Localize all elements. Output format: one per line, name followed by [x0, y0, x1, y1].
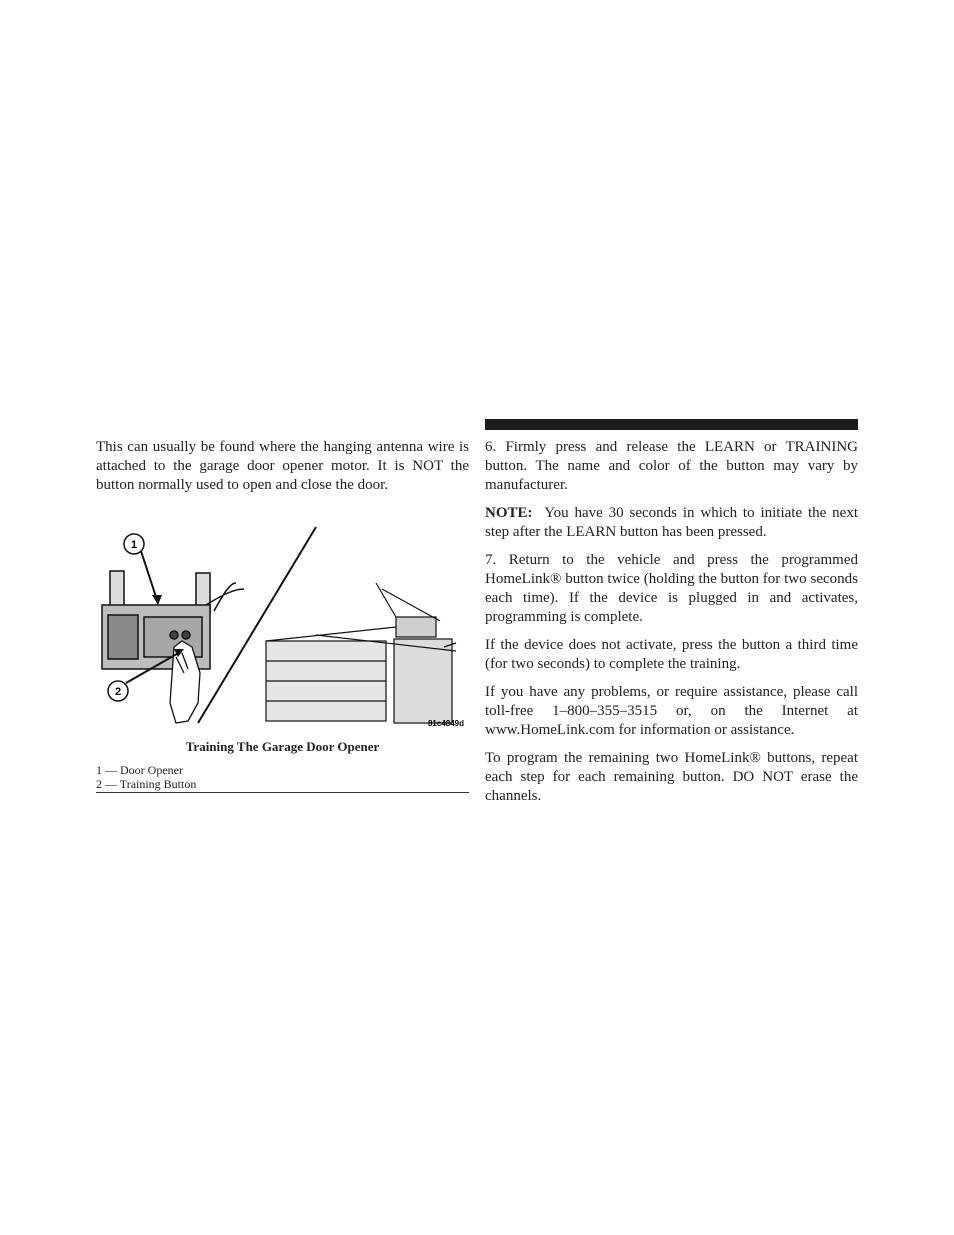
garage-interior-drawing	[266, 583, 456, 723]
callout-1-arrowhead	[152, 595, 162, 605]
figure-legend	[96, 763, 469, 793]
figure-caption: Training The Garage Door Opener	[185, 739, 380, 754]
assistance-paragraph: If you have any problems, or require assistance, please call toll-free 1–800–355–3515 or, on the Internet at www.HomeLink.com for information or assistance.	[485, 684, 858, 738]
image-code-label: 81c4849d	[427, 719, 464, 728]
intro-paragraph: This can usually be found where the hanging antenna wire is attached to the garage door opener motor. It is NOT the button normally used to open and close the door.	[96, 439, 469, 493]
note-text: You have 30 seconds in which to initiate the next step after the LEARN button has been pressed.	[485, 505, 859, 540]
callout-1-label: 1	[130, 539, 138, 551]
left-column	[96, 438, 469, 504]
remaining-buttons-paragraph: To program the remaining two HomeLink® buttons, repeat each step for each remaining button. DO NOT erase the channels.	[485, 750, 858, 804]
step-6-paragraph: 6. Firmly press and release the LEARN or TRAINING button. The name and color of the button may vary by manufacturer.	[485, 439, 858, 493]
third-press-paragraph: If the device does not activate, press the button a third time (for two seconds) to complete the training.	[485, 637, 858, 672]
note-label: NOTE:	[485, 505, 533, 521]
section-header-bar	[485, 419, 858, 430]
step-7-paragraph: 7. Return to the vehicle and press the programmed HomeLink® button twice (holding the button for two seconds each time). If the device is plugged in and activates, programming is complete.	[485, 552, 858, 625]
legend-item-training-button: 2 — Training Button	[96, 777, 197, 791]
callout-2-label: 2	[114, 686, 122, 698]
note-paragraph	[485, 504, 858, 542]
legend-item-door-opener: 1 — Door Opener	[96, 763, 183, 777]
right-column	[485, 438, 858, 815]
garage-door-opener-illustration	[96, 523, 469, 729]
